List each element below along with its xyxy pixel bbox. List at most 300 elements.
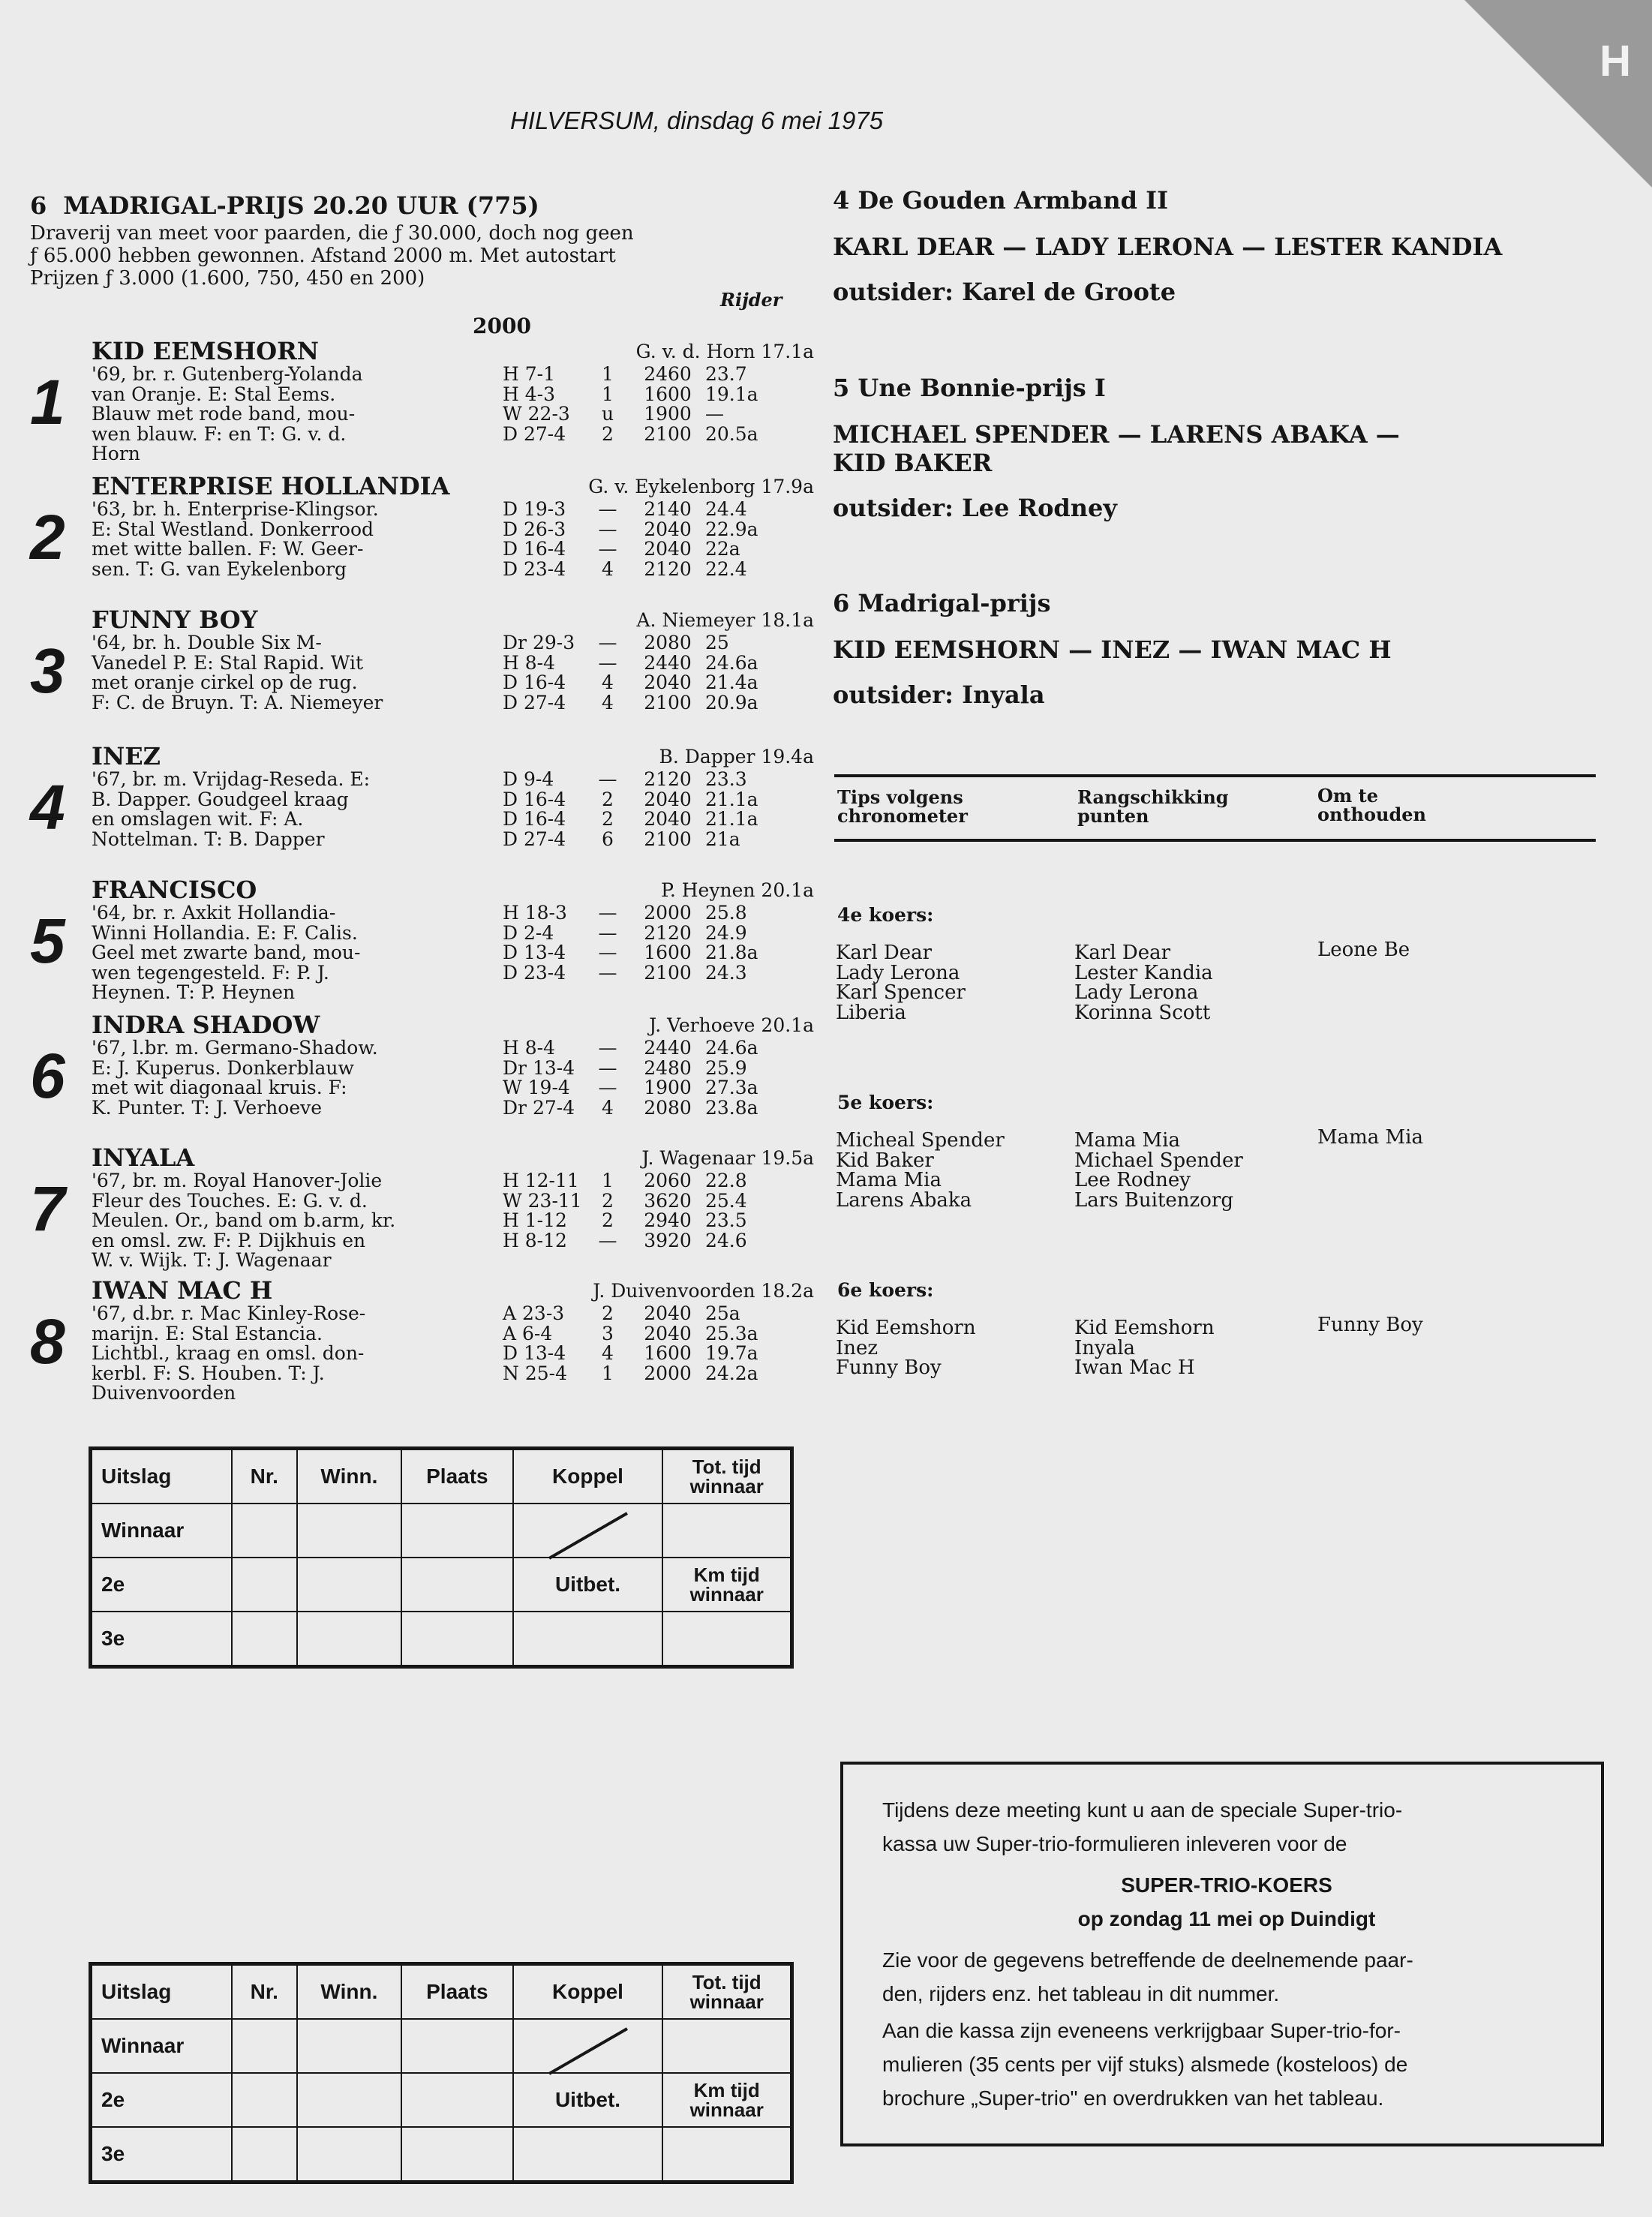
form-cell[interactable]	[401, 2073, 512, 2127]
notice-title: SUPER-TRIO-KOERS	[1121, 1873, 1332, 1897]
result-cell: 2440	[644, 1037, 692, 1059]
form-cell[interactable]	[662, 2127, 791, 2182]
form-header-koppel: Koppel	[513, 1449, 663, 1504]
result-cell: N 25-4	[503, 1362, 567, 1384]
horse-results	[503, 365, 788, 444]
form-cell[interactable]	[401, 2127, 512, 2182]
horse-name: INEZ	[92, 742, 161, 771]
distance-heading: 2000	[473, 314, 531, 338]
horse-description: '63, br. h. Enterprise-Klingsor. E: Stal Westland. Donkerrood met witte ballen. F: W. Geer- sen. T: G. van Eykelenborg	[92, 498, 379, 580]
horse-number: 8	[30, 1306, 65, 1377]
result-row	[503, 693, 788, 713]
result-cell: 2	[602, 1302, 614, 1324]
result-cell: —	[598, 498, 617, 520]
result-cell: 3	[602, 1322, 614, 1344]
result-row	[503, 1191, 788, 1212]
result-cell: D 16-4	[503, 788, 566, 810]
result-cell: W 22-3	[503, 403, 570, 425]
tips-col2: Kid Eemshorn Inyala Iwan Mac H	[1074, 1317, 1215, 1379]
result-cell: 2140	[644, 498, 692, 520]
result-cell: H 8-4	[503, 651, 556, 674]
result-row	[503, 1098, 788, 1119]
result-cell: 2120	[644, 768, 692, 790]
prediction-outsider: outsider: Karel de Groote	[833, 278, 1176, 306]
result-cell: —	[705, 403, 724, 425]
result-row	[503, 1231, 788, 1251]
form-row-winnaar: Winnaar	[91, 2019, 232, 2073]
form-header-plaats: Plaats	[401, 1964, 512, 2020]
result-row	[503, 830, 788, 850]
form-row-3e: 3e	[91, 2127, 232, 2182]
race-name: MADRIGAL-PRIJS 20.20 UUR (775)	[63, 191, 539, 220]
horse-name: INYALA	[92, 1143, 195, 1172]
result-cell: 20.9a	[705, 691, 758, 713]
result-row	[503, 1364, 788, 1384]
horse-results	[503, 633, 788, 713]
horse-number: 3	[30, 635, 65, 706]
horse-number: 4	[30, 772, 65, 843]
result-cell: 21.1a	[705, 788, 758, 810]
form-row-2e: 2e	[91, 1558, 232, 1612]
result-cell: 4	[602, 671, 614, 693]
result-row	[503, 810, 788, 830]
koers-label: 5e koers:	[837, 1092, 934, 1113]
prediction-block	[833, 374, 1400, 522]
result-cell: —	[598, 1056, 617, 1079]
result-cell: 2040	[644, 1322, 692, 1344]
result-cell: D 27-4	[503, 691, 566, 713]
horse-number: 2	[30, 502, 65, 572]
horse-rider: J. Verhoeve 20.1a	[649, 1014, 814, 1036]
result-cell: 24.4	[705, 498, 747, 520]
result-cell: 2440	[644, 651, 692, 674]
result-cell: 2460	[644, 363, 692, 385]
result-cell: 24.9	[705, 921, 747, 944]
result-cell: 4	[602, 1096, 614, 1119]
form-cell[interactable]	[297, 1504, 402, 1558]
result-cell: 1600	[644, 383, 692, 405]
horse-name: KID EEMSHORN	[92, 337, 319, 365]
result-cell: 25.3a	[705, 1322, 758, 1344]
result-cell: 21.4a	[705, 671, 758, 693]
result-cell: D 16-4	[503, 538, 566, 560]
result-row	[503, 520, 788, 540]
result-cell: 2	[602, 1209, 614, 1231]
tips-col1: Kid Eemshorn Inez Funny Boy	[836, 1317, 976, 1379]
horse-results	[503, 500, 788, 579]
result-cell: 1900	[644, 403, 692, 425]
result-cell: 2060	[644, 1170, 692, 1191]
tips-col2: Mama Mia Michael Spender Lee Rodney Lars Buitenzorg	[1074, 1129, 1243, 1212]
result-cell: D 19-3	[503, 498, 566, 520]
race-description	[30, 222, 795, 290]
horse-rider: G. v. d. Horn 17.1a	[635, 341, 814, 362]
section-letter: H	[1599, 37, 1631, 86]
form-cell[interactable]	[662, 2019, 791, 2073]
form-header-nr: Nr.	[232, 1964, 297, 2020]
notice-subtitle: op zondag 11 mei op Duindigt	[1077, 1907, 1376, 1930]
result-cell: H 18-3	[503, 902, 567, 924]
form-cell[interactable]	[232, 2019, 297, 2073]
result-cell: 24.3	[705, 961, 747, 984]
result-cell: 2080	[644, 632, 692, 653]
horse-description: '67, br. m. Royal Hanover-Jolie Fleur des Touches. E: G. v. d. Meulen. Or., band om b.arm, kr. en omsl. zw. F: P. Dijkhuis en W. v. Wijk. T: J. Wagenaar	[92, 1170, 396, 1271]
result-cell: 23.5	[705, 1209, 747, 1231]
result-row	[503, 1344, 788, 1364]
result-cell: 1	[602, 383, 614, 405]
horse-description: '67, d.br. r. Mac Kinley-Rose- marijn. E: Stal Estancia. Lichtbl., kraag en omsl. don- kerbl. F: S. Houben. T: J. Duivenvoorden	[92, 1302, 366, 1404]
result-cell: 24.6a	[705, 651, 758, 674]
form-cell[interactable]	[232, 2127, 297, 2182]
result-cell: 1	[602, 363, 614, 385]
form-cell[interactable]	[232, 2073, 297, 2127]
tips-col3: Mama Mia	[1317, 1126, 1423, 1149]
result-cell: D 27-4	[503, 828, 566, 850]
result-row	[503, 963, 788, 984]
prediction-outsider: outsider: Lee Rodney	[833, 494, 1117, 522]
result-row	[503, 385, 788, 405]
result-cell: H 8-4	[503, 1037, 556, 1059]
result-cell: 2040	[644, 788, 692, 810]
divider	[834, 839, 1596, 842]
rijder-heading: Rijder	[720, 289, 782, 311]
result-row	[503, 365, 788, 385]
result-cell: H 8-12	[503, 1229, 567, 1251]
tips-col2: Karl Dear Lester Kandia Lady Lerona Korinna Scott	[1074, 942, 1213, 1024]
result-form-1	[89, 1446, 794, 1669]
horse-rider: G. v. Eykelenborg 17.9a	[588, 476, 814, 497]
result-cell: 25.9	[705, 1056, 747, 1079]
tips-col3: Leone Be	[1317, 939, 1410, 961]
horse-number: 1	[30, 367, 65, 437]
result-cell: —	[598, 902, 617, 924]
horse-description: '64, br. h. Double Six M- Vanedel P. E: Stal Rapid. Wit met oranje cirkel op de rug. F: C. de Bruyn. T: A. Niemeyer	[92, 632, 383, 713]
race-desc-line: ƒ 65.000 hebben gewonnen. Afstand 2000 m. Met autostart	[30, 245, 616, 267]
result-cell: 21.8a	[705, 942, 758, 963]
divider	[834, 774, 1596, 777]
form-km-tijd: Km tijd winnaar	[662, 1558, 791, 1612]
result-cell: D 16-4	[503, 808, 566, 830]
prediction-picks: KID EEMSHORN — INEZ — IWAN MAC H	[833, 635, 1392, 664]
result-cell: 25a	[705, 1302, 740, 1324]
result-cell: W 19-4	[503, 1077, 570, 1098]
result-cell: 23.7	[705, 363, 747, 385]
result-cell: D 26-3	[503, 518, 566, 540]
form-uitbet: Uitbet.	[513, 1558, 663, 1612]
form-header-uitslag: Uitslag	[91, 1449, 232, 1504]
result-cell: 2	[602, 422, 614, 445]
form-row-winnaar: Winnaar	[91, 1504, 232, 1558]
result-row	[503, 633, 788, 653]
horse-rider: J. Wagenaar 19.5a	[641, 1147, 814, 1169]
slash-mark	[548, 2027, 628, 2074]
result-cell: 3620	[644, 1189, 692, 1212]
result-cell: 22.4	[705, 557, 747, 580]
result-cell: Dr 29-3	[503, 632, 575, 653]
result-cell: A 23-3	[503, 1302, 565, 1324]
result-cell: 4	[602, 1342, 614, 1364]
result-cell: 2040	[644, 671, 692, 693]
horse-rider: A. Niemeyer 18.1a	[636, 609, 814, 631]
result-cell: 24.6a	[705, 1037, 758, 1059]
result-row	[503, 770, 788, 790]
result-row	[503, 422, 788, 445]
horse-number: 6	[30, 1041, 65, 1111]
result-cell: H 12-11	[503, 1170, 579, 1191]
result-cell: D 23-4	[503, 961, 566, 984]
form-header-plaats: Plaats	[401, 1449, 512, 1504]
result-row	[503, 1324, 788, 1344]
result-cell: D 27-4	[503, 422, 566, 445]
race-desc-line: Draverij van meet voor paarden, die ƒ 30.000, doch nog geen	[30, 222, 634, 245]
result-cell: 1600	[644, 942, 692, 963]
form-cell[interactable]	[401, 2019, 512, 2073]
result-cell: —	[598, 518, 617, 540]
result-cell: 22.8	[705, 1170, 747, 1191]
result-cell: 25.4	[705, 1189, 747, 1212]
result-cell: 19.1a	[705, 383, 758, 405]
result-cell: 2040	[644, 518, 692, 540]
form-row-3e: 3e	[91, 1612, 232, 1667]
result-cell: 2120	[644, 921, 692, 944]
result-cell: W 23-11	[503, 1189, 582, 1212]
form-header-winn: Winn.	[297, 1449, 402, 1504]
tips-col1: Karl Dear Lady Lerona Karl Spencer Liberia	[836, 942, 966, 1024]
horse-results	[503, 1171, 788, 1251]
result-cell: H 1-12	[503, 1209, 567, 1231]
result-cell: 25	[705, 632, 729, 653]
result-row	[503, 404, 788, 425]
result-cell: 25.8	[705, 902, 747, 924]
prediction-heading: 4 De Gouden Armband II	[833, 186, 1169, 215]
form-cell[interactable]	[662, 1504, 791, 1558]
result-form-2	[89, 1962, 794, 2184]
form-cell[interactable]	[297, 2019, 402, 2073]
result-row	[503, 539, 788, 560]
prediction-outsider: outsider: Inyala	[833, 680, 1045, 709]
result-cell: —	[598, 942, 617, 963]
result-cell: 1	[602, 1170, 614, 1191]
result-row	[503, 1056, 788, 1079]
form-cell[interactable]	[297, 2127, 402, 2182]
result-cell: —	[598, 1037, 617, 1059]
result-cell: 21a	[705, 828, 740, 850]
result-cell: 23.3	[705, 768, 747, 790]
form-cell[interactable]	[232, 1612, 297, 1667]
form-cell[interactable]	[232, 1558, 297, 1612]
result-cell: 1	[602, 1362, 614, 1384]
result-row	[503, 921, 788, 944]
prediction-picks: MICHAEL SPENDER — LARENS ABAKA —	[833, 420, 1400, 449]
form-header-tot-tijd: Tot. tijd winnaar	[662, 1449, 791, 1504]
result-cell: 24.6	[705, 1229, 747, 1251]
result-cell: 2040	[644, 1302, 692, 1324]
result-row	[503, 1304, 788, 1324]
form-cell[interactable]	[401, 1504, 512, 1558]
result-cell: 20.5a	[705, 422, 758, 445]
result-cell: D 13-4	[503, 942, 566, 963]
result-cell: —	[598, 1229, 617, 1251]
result-cell: 1900	[644, 1077, 692, 1098]
result-cell: Dr 13-4	[503, 1056, 575, 1079]
form-cell[interactable]	[513, 2127, 663, 2182]
result-cell: —	[598, 538, 617, 560]
result-cell: 2000	[644, 902, 692, 924]
horse-results	[503, 1304, 788, 1383]
result-cell: 22.9a	[705, 518, 758, 540]
horse-name: FUNNY BOY	[92, 605, 258, 634]
koers-label: 4e koers:	[837, 904, 934, 926]
result-cell: —	[598, 921, 617, 944]
form-cell[interactable]	[513, 1612, 663, 1667]
horse-number: 7	[30, 1173, 65, 1244]
result-cell: 2	[602, 788, 614, 810]
result-row	[503, 1038, 788, 1059]
result-cell: u	[601, 403, 614, 425]
prediction-block	[833, 186, 1502, 306]
race-title	[30, 191, 539, 220]
result-cell: 2100	[644, 961, 692, 984]
horse-description: '67, l.br. m. Germano-Shadow. E: J. Kuperus. Donkerblauw met wit diagonaal kruis. F: K. Punter. T: J. Verhoeve	[92, 1037, 378, 1119]
tips-col3-header: Om te onthouden	[1317, 785, 1426, 825]
result-row	[503, 943, 788, 963]
slash-mark	[548, 1512, 628, 1559]
result-cell: 2940	[644, 1209, 692, 1231]
result-cell: D 2-4	[503, 921, 554, 944]
result-cell: —	[598, 651, 617, 674]
result-row	[503, 903, 788, 924]
result-cell: 2100	[644, 828, 692, 850]
result-cell: 3920	[644, 1229, 692, 1251]
result-cell: D 13-4	[503, 1342, 566, 1364]
result-cell: 2040	[644, 808, 692, 830]
horse-description: '69, br. r. Gutenberg-Yolanda van Oranje. E: Stal Eems. Blauw met rode band, mou- wen blauw. F: en T: G. v. d. Horn	[92, 363, 363, 464]
form-cell[interactable]	[297, 1558, 402, 1612]
result-cell: 22a	[705, 538, 740, 560]
corner-tab	[1464, 0, 1652, 188]
result-cell: —	[598, 768, 617, 790]
race-desc-line: Prijzen ƒ 3.000 (1.600, 750, 450 en 200)	[30, 267, 425, 290]
notice-text: brochure „Super-trio" en overdrukken van het tableau.	[882, 2086, 1384, 2110]
form-header-winn: Winn.	[297, 1964, 402, 2020]
result-row	[503, 1211, 788, 1231]
notice-text: Zie voor de gegevens betreffende de deelnemende paar-	[882, 1948, 1413, 1972]
result-row	[503, 790, 788, 810]
result-cell: 2100	[644, 422, 692, 445]
result-row	[503, 1078, 788, 1098]
form-cell-crossed	[513, 2019, 663, 2073]
result-cell: H 7-1	[503, 363, 556, 385]
result-cell: 2100	[644, 691, 692, 713]
result-cell: 27.3a	[705, 1077, 758, 1098]
dateline: HILVERSUM, dinsdag 6 mei 1975	[510, 107, 884, 134]
prediction-heading: 5 Une Bonnie-prijs I	[833, 374, 1106, 402]
horse-results	[503, 903, 788, 983]
form-cell[interactable]	[401, 1558, 512, 1612]
prediction-heading: 6 Madrigal-prijs	[833, 589, 1051, 617]
horse-rider: J. Duivenvoorden 18.2a	[593, 1280, 814, 1302]
result-cell: 2	[602, 1189, 614, 1212]
form-cell[interactable]	[232, 1504, 297, 1558]
form-header-tot-tijd: Tot. tijd winnaar	[662, 1964, 791, 2020]
result-cell: 1600	[644, 1342, 692, 1364]
result-cell: 23.8a	[705, 1096, 758, 1119]
form-km-tijd: Km tijd winnaar	[662, 2073, 791, 2127]
result-cell: H 4-3	[503, 383, 556, 405]
horse-description: '64, br. r. Axkit Hollandia- Winni Hollandia. E: F. Calis. Geel met zwarte band, mou- wen tegengesteld. F: P. J. Heynen. T: P. Heynen	[92, 902, 361, 1003]
result-row	[503, 557, 788, 580]
result-cell: 2040	[644, 538, 692, 560]
result-cell: 4	[602, 557, 614, 580]
form-header-uitslag: Uitslag	[91, 1964, 232, 2020]
horse-rider: P. Heynen 20.1a	[661, 879, 814, 901]
result-cell: 21.1a	[705, 808, 758, 830]
horse-name: INDRA SHADOW	[92, 1011, 320, 1039]
horse-name: ENTERPRISE HOLLANDIA	[92, 472, 450, 500]
tips-col1: Micheal Spender Kid Baker Mama Mia Larens Abaka	[836, 1129, 1005, 1212]
result-cell: 2120	[644, 557, 692, 580]
form-header-koppel: Koppel	[513, 1964, 663, 2020]
result-cell: Dr 27-4	[503, 1096, 575, 1119]
form-cell[interactable]	[662, 1612, 791, 1667]
prediction-picks: KARL DEAR — LADY LERONA — LESTER KANDIA	[833, 233, 1503, 261]
horse-rider: B. Dapper 19.4a	[659, 746, 814, 768]
form-cell[interactable]	[401, 1612, 512, 1667]
result-cell: A 6-4	[503, 1322, 553, 1344]
tips-col3: Funny Boy	[1317, 1314, 1423, 1336]
race-number: 6	[30, 191, 47, 220]
horse-description: '67, br. m. Vrijdag-Reseda. E: B. Dapper. Goudgeel kraag en omslagen wit. F: A. Nottelman. T: B. Dapper	[92, 768, 371, 850]
tips-col2-header: Rangschikking punten	[1077, 786, 1229, 827]
notice-text: kassa uw Super-trio-formulieren inleveren voor de	[882, 1832, 1347, 1855]
koers-label: 6e koers:	[837, 1279, 934, 1301]
result-cell: 2	[602, 808, 614, 830]
result-row	[503, 653, 788, 674]
result-cell: 2000	[644, 1362, 692, 1384]
form-cell[interactable]	[297, 1612, 402, 1667]
prediction-block	[833, 589, 1392, 709]
notice-text: Aan die kassa zijn eveneens verkrijgbaar Super-trio-for-	[882, 2019, 1401, 2042]
result-row	[503, 500, 788, 520]
horse-results	[503, 1038, 788, 1118]
result-cell: D 16-4	[503, 671, 566, 693]
result-cell: 4	[602, 691, 614, 713]
result-cell: D 9-4	[503, 768, 554, 790]
result-cell: D 23-4	[503, 557, 566, 580]
result-cell: 24.2a	[705, 1362, 758, 1384]
result-cell: —	[598, 632, 617, 653]
form-cell-crossed	[513, 1504, 663, 1558]
form-cell[interactable]	[297, 2073, 402, 2127]
horse-name: FRANCISCO	[92, 876, 257, 904]
form-header-nr: Nr.	[232, 1449, 297, 1504]
result-cell: 6	[602, 828, 614, 850]
result-cell: 2480	[644, 1056, 692, 1079]
form-uitbet: Uitbet.	[513, 2073, 663, 2127]
result-cell: 2080	[644, 1096, 692, 1119]
prediction-picks: KID BAKER	[833, 449, 993, 477]
form-row-2e: 2e	[91, 2073, 232, 2127]
result-row	[503, 1171, 788, 1191]
result-cell: 19.7a	[705, 1342, 758, 1364]
horse-name: IWAN MAC H	[92, 1276, 273, 1305]
result-row	[503, 673, 788, 693]
result-cell: —	[598, 961, 617, 984]
notice-text: den, rijders enz. het tableau in dit nummer.	[882, 1982, 1280, 2005]
horse-number: 5	[30, 906, 65, 976]
horse-results	[503, 770, 788, 849]
notice-text: mulieren (35 cents per vijf stuks) alsmede (kosteloos) de	[882, 2053, 1408, 2076]
